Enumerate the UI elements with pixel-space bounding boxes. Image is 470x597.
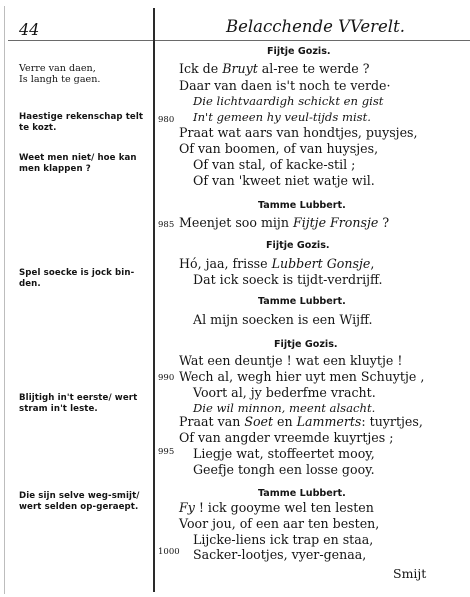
speaker-heading: Tamme Lubbert.: [258, 488, 346, 499]
line-number: 995: [158, 447, 175, 457]
verse-line: Ick de Bruyt al-ree te werde ?: [179, 61, 370, 76]
verse-line: In't gemeen hy veul-tijds mist.: [193, 110, 371, 124]
verse-line: Of van angder vreemde kuyrtjes ;: [179, 430, 394, 445]
margin-note: Weet men niet/ hoe kan men klappen ?: [19, 153, 137, 174]
verse-line: Liegje wat, stoffeertet mooy,: [193, 446, 375, 461]
speaker-heading: Tamme Lubbert.: [258, 200, 346, 211]
line-number: 990: [158, 373, 175, 383]
verse-line: Praat van Soet en Lammerts: tuyrtjes,: [179, 414, 423, 429]
verse-line: Of van stal, of kacke-stil ;: [193, 157, 356, 172]
verse-line: Daar van daen is't noch te verde·: [179, 78, 391, 93]
verse-line: Dat ick soeck is tijdt-verdrijff.: [193, 272, 383, 287]
catchword: Smijt: [393, 566, 427, 581]
page-edge-rule: [4, 6, 5, 594]
speaker-heading: Fijtje Gozis.: [266, 240, 330, 251]
speaker-heading: Fijtje Gozis.: [274, 339, 338, 350]
verse-line: Die lichtvaardigh schickt en gist: [193, 94, 384, 108]
page-number: 44: [19, 20, 40, 39]
verse-line: Sacker-lootjes, vyer-genaa,: [193, 547, 367, 562]
verse-line: Meenjet soo mijn Fijtje Fronsje ?: [179, 215, 390, 230]
line-number: 985: [158, 220, 175, 230]
verse-line: Wat een deuntje ! wat een kluytje !: [179, 353, 403, 368]
margin-column-rule: [153, 8, 155, 592]
speaker-heading: Fijtje Gozis.: [267, 46, 331, 57]
header-rule: [8, 40, 470, 41]
margin-note: Blijtigh in't eerste/ wert stram in't leste.: [19, 393, 138, 414]
verse-line: Wech al, wegh hier uyt men Schuytje ,: [179, 369, 425, 384]
running-title: Belacchende VVerelt.: [226, 17, 405, 36]
margin-note: Spel soecke is jock bin- den.: [19, 268, 135, 289]
line-number: 1000: [158, 547, 180, 557]
line-number: 980: [158, 115, 175, 125]
verse-line: Of van boomen, of van huysjes,: [179, 141, 379, 156]
verse-line: Voor jou, of een aar ten besten,: [179, 516, 380, 531]
verse-line: Die wil minnon, meent alsacht.: [193, 401, 376, 415]
margin-note: Die sijn selve weg-smijt/ wert selden op-geraept.: [19, 491, 140, 512]
margin-note: Haestige rekenschap telt te kozt.: [19, 112, 144, 133]
verse-line: Al mijn soecken is een Wijff.: [193, 312, 373, 327]
verse-line: Fy ! ick gooyme wel ten lesten: [179, 500, 374, 515]
speaker-heading: Tamme Lubbert.: [258, 296, 346, 307]
verse-line: Geefje tongh een losse gooy.: [193, 462, 375, 477]
verse-line: Voort al, jy bederfme vracht.: [193, 385, 376, 400]
verse-line: Praat wat aars van hondtjes, puysjes,: [179, 125, 418, 140]
verse-line: Lijcke-liens ick trap en staa,: [193, 532, 374, 547]
margin-note: Verre van daen, Is langh te gaen.: [19, 63, 101, 85]
verse-line: Hó, jaa, frisse Lubbert Gonsje,: [179, 256, 375, 271]
verse-line: Of van 'kweet niet watje wil.: [193, 173, 375, 188]
